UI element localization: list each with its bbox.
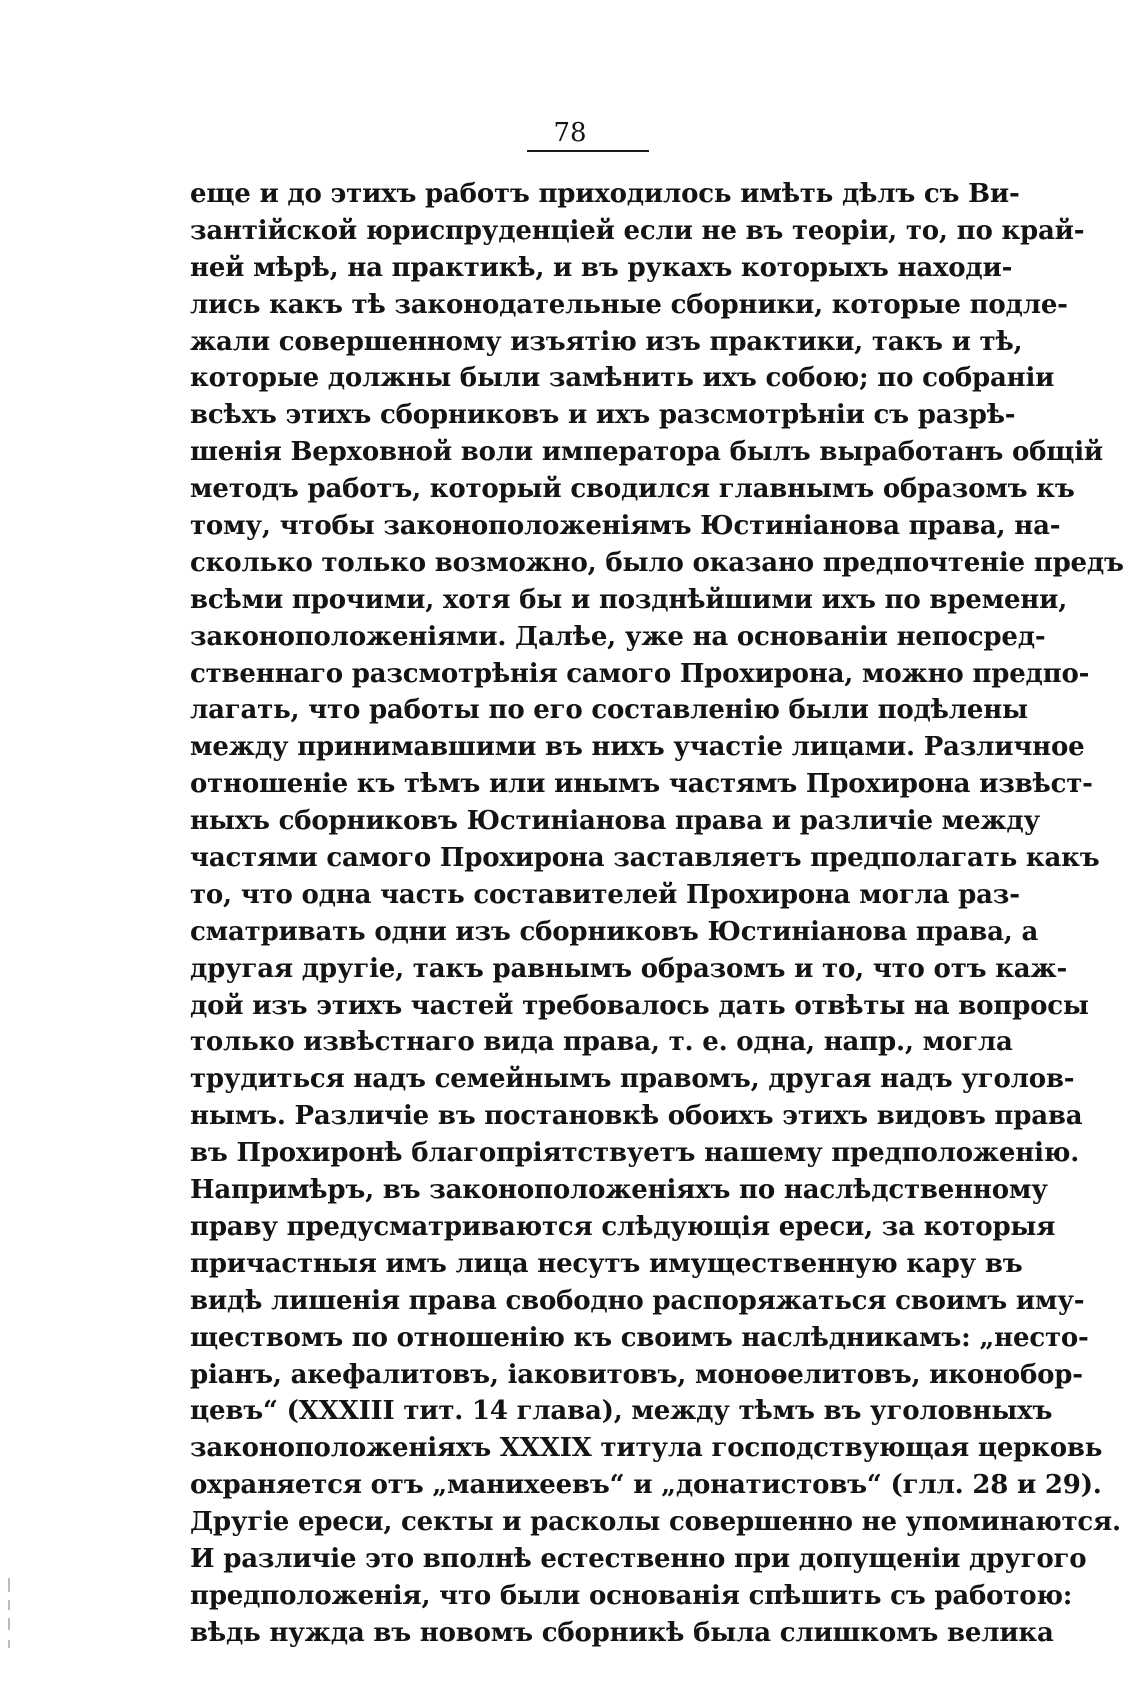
page-number: 78 (553, 118, 587, 148)
text-line: зантійской юриспруденціей если не въ теоріи, то, по край- (190, 215, 1085, 246)
text-line: сматривать одни изъ сборниковъ Юстиніанова права, а (190, 916, 1039, 947)
text-line: законоположеніяхъ XXXIX титула господствующая церковь (190, 1433, 1103, 1464)
text-line: которые должны были замѣнить ихъ собою; по собраніи (190, 363, 1055, 394)
text-line: ственнаго разсмотрѣнія самого Прохирона, можно предпо- (190, 658, 1090, 689)
text-line: Другіе ереси, секты и расколы совершенно не упоминаются. (190, 1507, 1121, 1538)
text-line: методъ работъ, который сводился главнымъ образомъ къ (190, 474, 1075, 505)
scan-margin-mark (8, 1578, 10, 1592)
text-line: причастныя имъ лица несутъ имущественную кару въ (190, 1248, 1023, 1279)
text-line: Напримѣръ, въ законоположеніяхъ по наслѣдственному (190, 1175, 1048, 1206)
text-line: цевъ“ (XXXIII тит. 14 глава), между тѣмъ въ уголовныхъ (190, 1396, 1053, 1427)
text-line: всѣхъ этихъ сборниковъ и ихъ разсмотрѣніи съ разрѣ- (190, 400, 1016, 431)
text-line: шенія Верховной воли императора былъ выработанъ общій (190, 437, 1103, 468)
text-line: видѣ лишенія права свободно распоряжаться своимъ иму- (190, 1285, 1085, 1316)
text-line: ныхъ сборниковъ Юстиніанова права и различіе между (190, 806, 1041, 837)
text-line: въ Прохиронѣ благопріятствуетъ нашему предположенію. (190, 1138, 1080, 1169)
text-line: ней мѣрѣ, на практикѣ, и въ рукахъ которыхъ находи- (190, 252, 1013, 283)
text-line: охраняется отъ „манихеевъ“ и „донатистовъ“ (глл. 28 и 29). (190, 1470, 1102, 1501)
text-line: между принимавшими въ нихъ участіе лицами. Различное (190, 732, 1085, 763)
text-line: всѣми прочими, хотя бы и позднѣйшими ихъ по времени, (190, 584, 1068, 615)
text-line: частями самого Прохирона заставляетъ предполагать какъ (190, 843, 1100, 874)
text-line: то, что одна часть составителей Прохирона могла раз- (190, 879, 1020, 910)
text-line: отношеніе къ тѣмъ или инымъ частямъ Прохирона извѣст- (190, 769, 1093, 800)
text-line: предположенія, что были основанія спѣшить съ работою: (190, 1580, 1073, 1611)
text-line: нымъ. Различіе въ постановкѣ обоихъ этихъ видовъ права (190, 1101, 1083, 1132)
scan-margin-mark (8, 1640, 10, 1648)
text-line: ріанъ, акефалитовъ, іаковитовъ, моноѳелитовъ, иконобор- (190, 1359, 1083, 1390)
text-line: тому, чтобы законоположеніямъ Юстиніанова права, на- (190, 511, 1061, 542)
text-line: праву предусматриваются слѣдующія ереси, за которыя (190, 1211, 1056, 1242)
page-number-rule (527, 150, 649, 152)
text-line: ществомъ по отношенію къ своимъ наслѣдникамъ: „несто- (190, 1322, 1089, 1353)
text-line: дой изъ этихъ частей требовалось дать отвѣты на вопросы (190, 990, 1089, 1021)
text-body (190, 176, 1124, 1652)
text-line: вѣдь нужда въ новомъ сборникѣ была слишкомъ велика (190, 1617, 1054, 1648)
text-line: другая другіе, такъ равнымъ образомъ и то, что отъ каж- (190, 953, 1068, 984)
text-line: лись какъ тѣ законодательные сборники, которые подле- (190, 289, 1068, 320)
text-line: законоположеніями. Далѣе, уже на основаніи непосред- (190, 621, 1046, 652)
text-line: сколько только возможно, было оказано предпочтеніе предъ (190, 547, 1124, 578)
text-line: лагать, что работы по его составленію были подѣлены (190, 695, 1028, 726)
text-line: еще и до этихъ работъ приходилось имѣть дѣлъ съ Ви- (190, 179, 1020, 209)
text-line: И различіе это вполнѣ естественно при допущеніи другого (190, 1543, 1087, 1574)
scan-margin-mark (8, 1618, 10, 1630)
scan-margin-mark (8, 1600, 10, 1610)
text-line: жали совершенному изъятію изъ практики, такъ и тѣ, (190, 326, 1023, 357)
text-line: трудиться надъ семейнымъ правомъ, другая надъ уголов- (190, 1064, 1075, 1095)
text-line: только извѣстнаго вида права, т. е. одна, напр., могла (190, 1027, 1013, 1058)
